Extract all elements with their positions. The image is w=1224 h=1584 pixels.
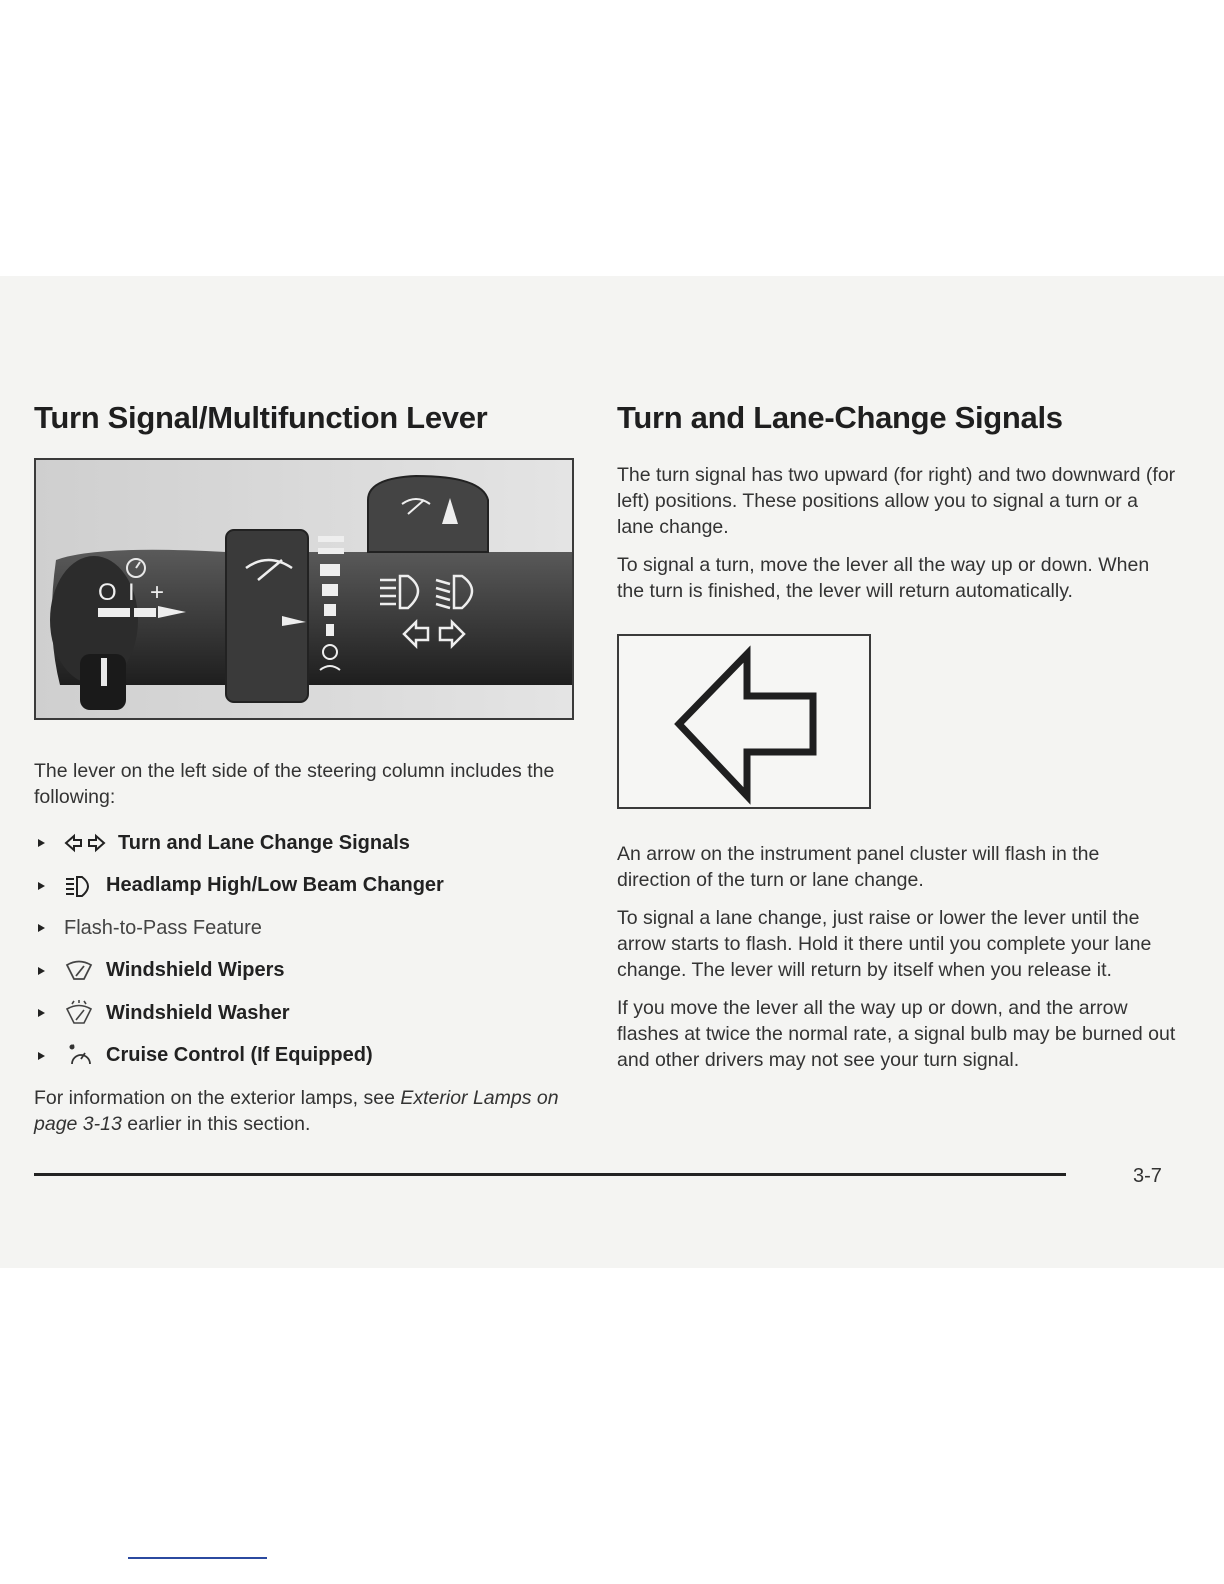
list-item	[34, 907, 579, 950]
list-item	[34, 950, 579, 993]
list-item	[34, 865, 579, 908]
lever-off-label: O	[98, 579, 117, 606]
headlamp-beam-icon	[64, 874, 94, 898]
bullet-icon	[38, 881, 46, 891]
intro-text: The lever on the left side of the steering column includes the following:	[34, 760, 555, 808]
exterior-lamps-reference	[34, 1085, 579, 1137]
multifunction-lever-figure	[34, 458, 574, 720]
left-turn-arrow-icon	[619, 636, 869, 807]
feature-label: Turn and Lane Change Signals	[118, 831, 410, 854]
feature-label: Headlamp High/Low Beam Changer	[106, 874, 444, 897]
feature-label: Windshield Washer	[106, 1001, 290, 1024]
bottom-link-underline	[128, 1557, 267, 1559]
bullet-icon	[38, 966, 46, 976]
feature-list	[34, 822, 579, 1077]
section-title-right: Turn and Lane-Change Signals	[617, 400, 1063, 435]
section-title-left: Turn Signal/Multifunction Lever	[34, 400, 488, 435]
footer-rule	[34, 1173, 1066, 1176]
lever-photo	[36, 460, 572, 718]
page-number: 3-7	[1133, 1165, 1162, 1187]
paragraph: To signal a turn, move the lever all the way up or down. When the turn is finished, the lever will return automatically.	[617, 554, 1150, 602]
windshield-wiper-icon	[64, 959, 94, 983]
lever-plus-label: +	[150, 579, 165, 606]
bullet-icon	[38, 923, 46, 933]
reference-text: For information on the exterior lamps, see	[34, 1087, 401, 1109]
reference-text-end: earlier in this section.	[121, 1113, 311, 1135]
feature-label: Windshield Wipers	[106, 959, 285, 982]
paragraph: An arrow on the instrument panel cluster will flash in the direction of the turn or lane change.	[617, 843, 1100, 891]
bullet-icon	[38, 838, 46, 848]
cross-reference-link[interactable]: Exterior Lamps on page 3-13	[34, 1087, 559, 1135]
list-item	[34, 822, 579, 865]
right-column	[617, 400, 1177, 1073]
left-column	[34, 400, 579, 1137]
list-item	[34, 992, 579, 1035]
bullet-icon	[38, 1008, 46, 1018]
turn-arrow-figure	[617, 634, 871, 809]
paragraph: To signal a lane change, just raise or lower the lever until the arrow starts to flash. Hold it there until you complete your lane change. The lever will return by itself when you release it.	[617, 907, 1152, 981]
turn-arrows-icon	[64, 833, 106, 853]
paragraph: The turn signal has two upward (for right) and two downward (for left) positions. These positions allow you to signal a turn or a lane change.	[617, 464, 1176, 538]
feature-label: Flash-to-Pass Feature	[64, 916, 262, 939]
windshield-washer-icon	[64, 1000, 94, 1026]
bullet-icon	[38, 1051, 46, 1061]
paragraph: If you move the lever all the way up or down, and the arrow flashes at twice the normal rate, a signal bulb may be burned out and other drivers may not see your turn signal.	[617, 997, 1176, 1071]
feature-label: Cruise Control (If Equipped)	[106, 1044, 373, 1067]
cruise-control-icon	[64, 1043, 94, 1069]
lever-on-label: I	[128, 579, 135, 606]
list-item	[34, 1035, 579, 1078]
